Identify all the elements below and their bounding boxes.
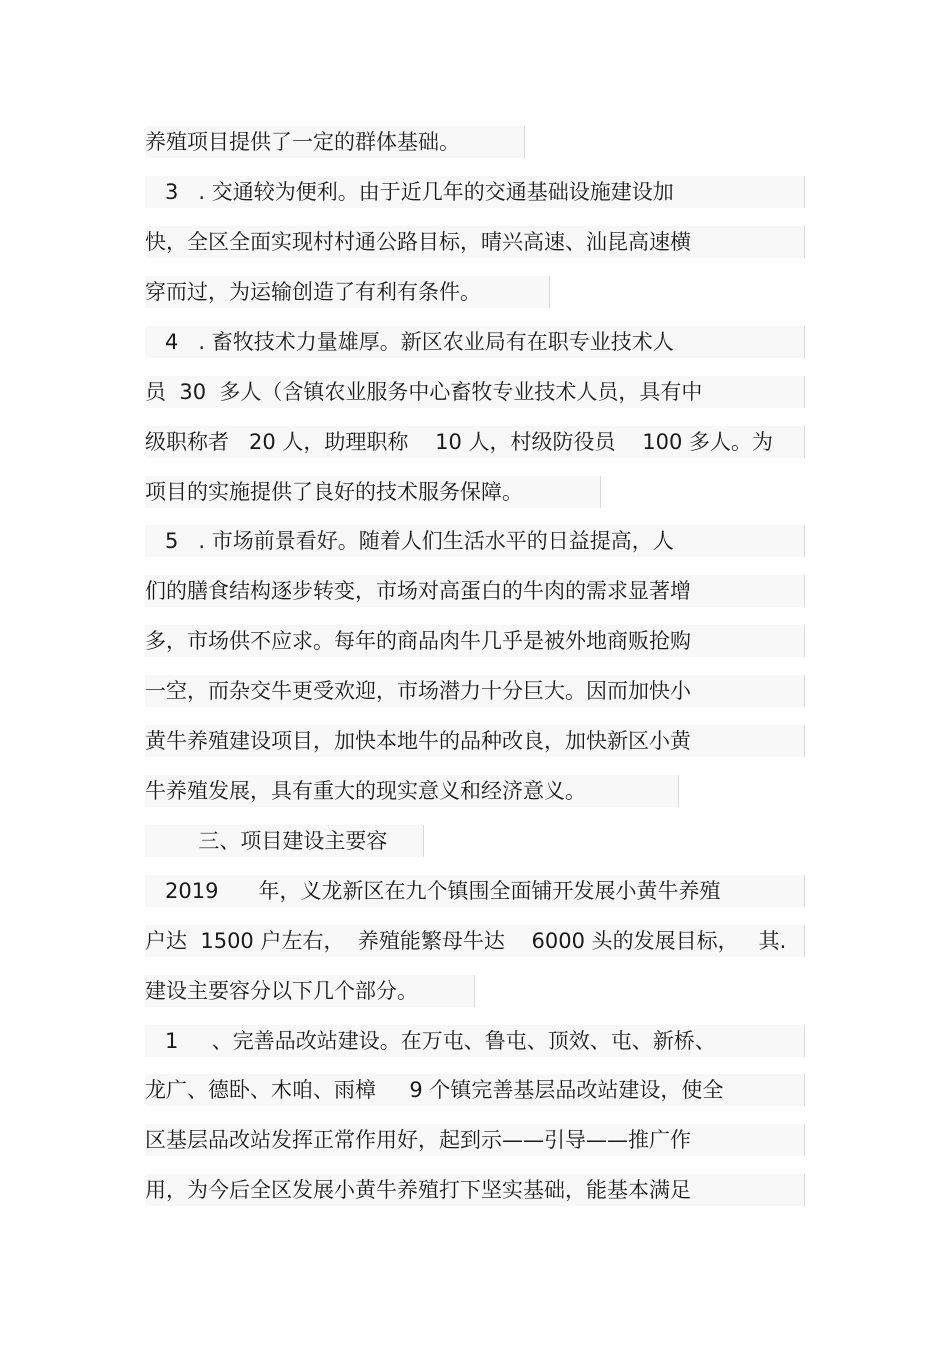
text-line: 项目的实施提供了良好的技术服务保障。: [145, 476, 601, 508]
text-line: 黄牛养殖建设项目，加快本地牛的品种改良，加快新区小黄: [145, 725, 805, 757]
section-heading: 三、项目建设主要容: [145, 825, 424, 857]
text-line: 区基层品改站发挥正常作用好，起到示——引导——推广作: [145, 1124, 805, 1156]
text-line: 快，全区全面实现村村通公路目标，晴兴高速、汕昆高速横: [145, 226, 805, 258]
text-line: 龙广、德卧、木咱、雨樟 9 个镇完善基层品改站建设，使全: [145, 1074, 805, 1106]
text-line: 一空，而杂交牛更受欢迎，市场潜力十分巨大。因而加快小: [145, 675, 805, 707]
text-line: 级职称者 20 人，助理职称 10 人，村级防役员 100 多人。为: [145, 426, 805, 458]
text-line: 多，市场供不应求。每年的商品肉牛几乎是被外地商贩抢购: [145, 625, 805, 657]
text-line: 员 30 多人（含镇农业服务中心畜牧专业技术人员，具有中: [145, 376, 805, 408]
text-line: 养殖项目提供了一定的群体基础。: [145, 126, 525, 158]
text-line: 们的膳食结构逐步转变，市场对高蛋白的牛肉的需求显著增: [145, 575, 805, 607]
text-line: 建设主要容分以下几个部分。: [145, 975, 475, 1007]
text-line: 1 、完善品改站建设。在万屯、鲁屯、顶效、屯、新桥、: [145, 1025, 805, 1057]
text-line: 4 . 畜牧技术力量雄厚。新区农业局有在职专业技术人: [145, 326, 805, 358]
text-line: 2019 年，义龙新区在九个镇围全面铺开发展小黄牛养殖: [145, 875, 805, 907]
text-line: 3 . 交通较为便利。由于近几年的交通基础设施建设加: [145, 176, 805, 208]
text-line: 牛养殖发展，具有重大的现实意义和经济意义。: [145, 775, 679, 807]
text-line: 用，为今后全区发展小黄牛养殖打下坚实基础，能基本满足: [145, 1174, 805, 1206]
text-line: 5 . 市场前景看好。随着人们生活水平的日益提高，人: [145, 525, 805, 557]
text-line: 穿而过，为运输创造了有利有条件。: [145, 276, 550, 308]
text-line: 户达 1500 户左右， 养殖能繁母牛达 6000 头的发展目标， 其.: [145, 925, 805, 957]
